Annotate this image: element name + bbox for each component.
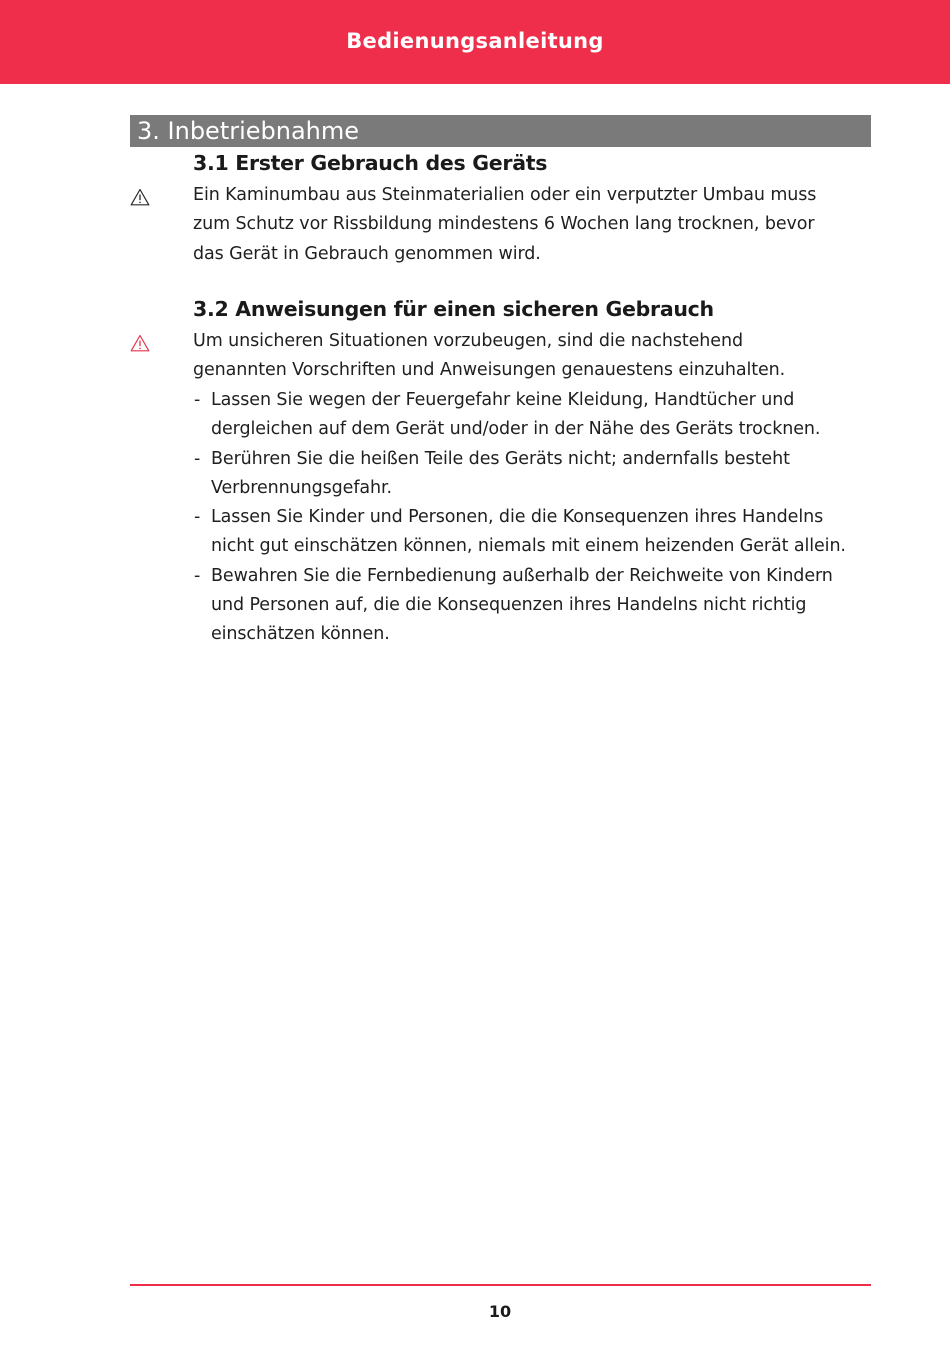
list-item-line: nicht gut einschätzen können, niemals mit einem heizenden Gerät allein.: [211, 536, 846, 557]
warning-triangle-icon: [130, 188, 150, 206]
section-heading-3-1: 3.1 Erster Gebrauch des Geräts: [193, 151, 548, 175]
list-item: [193, 386, 883, 445]
list-item-line: Verbrennungsgefahr.: [211, 477, 392, 498]
warning-triangle-icon: [130, 334, 150, 352]
list-item-line: Lassen Sie wegen der Feuergefahr keine Kleidung, Handtücher und: [211, 390, 795, 410]
paragraph-line: zum Schutz vor Rissbildung mindestens 6 Wochen lang trocknen, bevor: [193, 214, 815, 235]
safety-instructions-list: [193, 386, 883, 650]
list-item: [193, 562, 883, 650]
section-3-1-paragraph: [193, 181, 873, 269]
list-item: [193, 445, 883, 504]
page-number: 10: [488, 1302, 512, 1321]
paragraph-line: Ein Kaminumbau aus Steinmaterialien oder ein verputzter Umbau muss: [193, 185, 817, 205]
list-item-line: Berühren Sie die heißen Teile des Geräts nicht; andernfalls besteht: [211, 448, 790, 469]
bullet-marker: -: [194, 390, 201, 410]
chapter-title: 3. Inbetriebnahme: [137, 117, 360, 145]
bullet-marker: -: [194, 448, 201, 469]
bullet-marker: -: [194, 565, 201, 586]
bullet-marker: -: [194, 507, 201, 528]
list-item-line: dergleichen auf dem Gerät und/oder in der Nähe des Geräts trocknen.: [211, 419, 821, 440]
paragraph-line: Um unsicheren Situationen vorzubeugen, sind die nachstehend: [193, 331, 743, 351]
document-title: Bedienungsanleitung: [346, 29, 604, 53]
paragraph-line: das Gerät in Gebrauch genommen wird.: [193, 243, 541, 264]
section-heading-3-2: 3.2 Anweisungen für einen sicheren Gebrauch: [193, 297, 714, 321]
list-item-line: einschätzen können.: [211, 624, 390, 645]
paragraph-line: genannten Vorschriften und Anweisungen genauestens einzuhalten.: [193, 360, 786, 381]
section-3-2-intro: [193, 327, 873, 386]
list-item: [193, 503, 883, 562]
header-bar: [0, 0, 950, 84]
list-item-line: Bewahren Sie die Fernbedienung außerhalb der Reichweite von Kindern: [211, 565, 833, 586]
footer-divider: [130, 1284, 871, 1286]
chapter-heading-bar: [130, 115, 871, 147]
list-item-line: Lassen Sie Kinder und Personen, die die Konsequenzen ihres Handelns: [211, 507, 824, 528]
list-item-line: und Personen auf, die die Konsequenzen ihres Handelns nicht richtig: [211, 595, 807, 616]
